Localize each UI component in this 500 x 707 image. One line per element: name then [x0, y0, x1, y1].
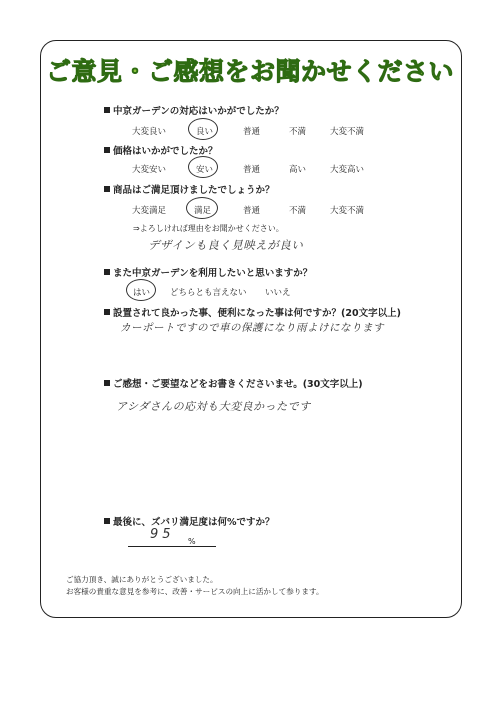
square-bullet-icon [104, 269, 110, 275]
square-bullet-icon [104, 518, 110, 524]
q1-selection-circle [188, 118, 218, 140]
question-1 [104, 103, 284, 117]
question-5-label: 設置されて良かった事、便利になった事は何ですか？(20文字以上) [113, 308, 401, 319]
square-bullet-icon [104, 186, 110, 192]
question-5 [104, 305, 401, 319]
q2-option-1[interactable]: 大変安い [132, 165, 167, 175]
q4-option-1[interactable]: はい [133, 288, 151, 298]
q4-option-3[interactable]: いいえ [265, 288, 291, 298]
question-4-label: また中京ガーデンを利用したいと思いますか？ [113, 268, 313, 279]
q3-option-4[interactable]: 不満 [289, 206, 307, 216]
square-bullet-icon [104, 380, 110, 386]
question-6-label: ご感想・ご要望などをお書きくださいませ。(30文字以上) [113, 379, 363, 390]
q3-option-3[interactable]: 普通 [243, 206, 261, 216]
q2-option-5[interactable]: 大変高い [330, 165, 365, 175]
q4-option-2[interactable]: どちらとも言えない [170, 288, 247, 298]
q6-answer[interactable]: アシダさんの応対も大変良かったです [116, 400, 311, 413]
question-7 [104, 514, 275, 528]
question-2-label: 価格はいかがでしたか？ [113, 146, 218, 157]
q2-option-2[interactable]: 安い [196, 165, 214, 175]
q3-option-1[interactable]: 大変満足 [132, 206, 167, 216]
question-7-label: 最後に、ズバリ満足度は何%ですか？ [113, 517, 275, 528]
q4-selection-circle [126, 279, 156, 301]
q7-answer-underline [128, 546, 216, 547]
q1-option-4[interactable]: 不満 [289, 127, 307, 137]
q1-option-3[interactable]: 普通 [243, 127, 261, 137]
q2-selection-circle [188, 156, 218, 178]
square-bullet-icon [104, 309, 110, 315]
reason-prompt: ⇒よろしければ理由をお聞かせください。 [133, 224, 284, 233]
footer-note: お客様の貴重な意見を参考に、改善・サービスの向上に活かして参ります。 [66, 587, 324, 596]
q2-option-4[interactable]: 高い [289, 165, 307, 175]
square-bullet-icon [104, 147, 110, 153]
q5-answer[interactable]: カーポートですので車の保護になり雨よけになります [120, 322, 384, 334]
square-bullet-icon [104, 107, 110, 113]
q7-answer[interactable]: 95 [150, 527, 175, 542]
q3-selection-circle [186, 197, 218, 219]
q3-option-2[interactable]: 満足 [194, 206, 212, 216]
q1-option-5[interactable]: 大変不満 [330, 127, 365, 137]
footer-thanks: ご協力頂き、誠にありがとうございました。 [66, 575, 218, 584]
q1-option-2[interactable]: 良い [196, 127, 214, 137]
question-6 [104, 376, 363, 390]
question-2 [104, 143, 218, 157]
page-title: ご意見・ご感想をお聞かせください [45, 57, 454, 86]
question-3 [104, 182, 275, 196]
q3-option-5[interactable]: 大変不満 [330, 206, 365, 216]
reason-answer[interactable]: デザインも良く見映えが良い [148, 238, 304, 252]
q7-unit: % [188, 537, 196, 546]
question-1-label: 中京ガーデンの対応はいかがでしたか？ [113, 106, 284, 117]
question-3-label: 商品はご満足頂けましたでしょうか？ [113, 185, 275, 196]
question-4 [104, 265, 312, 279]
q1-option-1[interactable]: 大変良い [132, 127, 167, 137]
q2-option-3[interactable]: 普通 [243, 165, 261, 175]
